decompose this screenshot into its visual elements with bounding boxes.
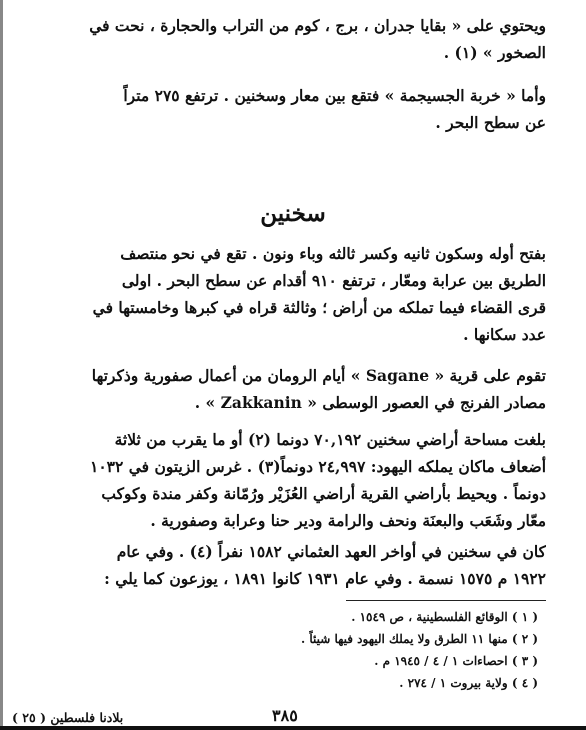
section-heading: سخنين [260, 200, 326, 227]
text-line: دونماً . ويحيط بأراضي القرية أراضي العُزَيْر ورُمّانة وكفر مندة وكوكب [101, 484, 546, 503]
page-number: ٣٨٥ [272, 706, 298, 725]
body-paragraph-1 [38, 240, 546, 348]
text-line: الطريق بين عرابة ومعّار ، ترتفع ٩١٠ أقدام عن سطح البحر . اولى [121, 271, 546, 290]
text-line: ويحتوي على « بقايا جدران ، برج ، كوم من التراب والحجارة ، نحت في [89, 16, 546, 35]
text-line: أضعاف ماكان يملكه اليهود: ٢٤,٩٩٧ دونماً(٣) . غرس الزيتون في ١٠٣٢ [90, 457, 546, 476]
footnote-item: ( ٣ ) احصاءات ١ / ٤ / ١٩٤٥ م . [374, 654, 538, 668]
footnote-item: ( ١ ) الوقائع الفلسطينية ، ص ١٥٤٩ . [351, 610, 538, 624]
text-line: بفتح أوله وسكون ثانيه وكسر ثالثه وباء ونون . تقع في نحو منتصف [120, 244, 546, 263]
text-line: تقوم على قرية « Sagane » أيام الرومان من أعمال صفورية وذكرتها [91, 366, 546, 385]
text-line: قرى القضاء فيما تملكه من أراض ؛ وثالثة قراه في كبرها وخامستها في [92, 298, 546, 317]
text-line: معّار وشَعَب والبعنَة ونحف والرامة ودير حنا وعرابة وصفورية . [150, 511, 546, 530]
footnote-item: ( ٢ ) منها ١١ الطرق ولا يملك اليهود فيها شيئاً . [300, 632, 538, 646]
body-paragraph-2 [38, 362, 546, 416]
page-edge-shadow [0, 0, 3, 730]
scan-bottom-edge [0, 726, 586, 730]
book-footer: بلادنا فلسطين ( ٢٥ ) [12, 710, 124, 725]
text-line: الصخور » (١) . [443, 43, 546, 62]
footnotes [118, 606, 538, 694]
text-line: بلغت مساحة أراضي سخنين ٧٠,١٩٢ دونما (٢) أو ما يقرب من ثلاثة [114, 430, 546, 449]
intro-paragraph-2 [38, 82, 546, 136]
text-line: وأما « خربة الجسيجمة » فتقع بين معار وسخنين . ترتفع ٢٧٥ متراً [123, 86, 546, 105]
text-line: عن سطح البحر . [435, 113, 546, 132]
text-line: مصادر الفرنج في العصور الوسطى « Zakkanin » . [194, 393, 546, 412]
footnote-divider [346, 600, 546, 601]
body-paragraph-3 [38, 426, 546, 534]
text-line: ١٩٢٢ م ١٥٧٥ نسمة . وفي عام ١٩٣١ كانوا ١٨٩١ ، يوزعون كما يلي : [104, 569, 546, 588]
intro-paragraph-1 [38, 12, 546, 66]
footnote-item: ( ٤ ) ولاية بيروت ١ / ٢٧٤ . [399, 676, 538, 690]
text-line: كان في سخنين في أواخر العهد العثماني ١٥٨٢ نفراً (٤) . وفي عام [116, 542, 546, 561]
body-paragraph-4 [38, 538, 546, 592]
text-line: عدد سكانها . [463, 325, 546, 344]
